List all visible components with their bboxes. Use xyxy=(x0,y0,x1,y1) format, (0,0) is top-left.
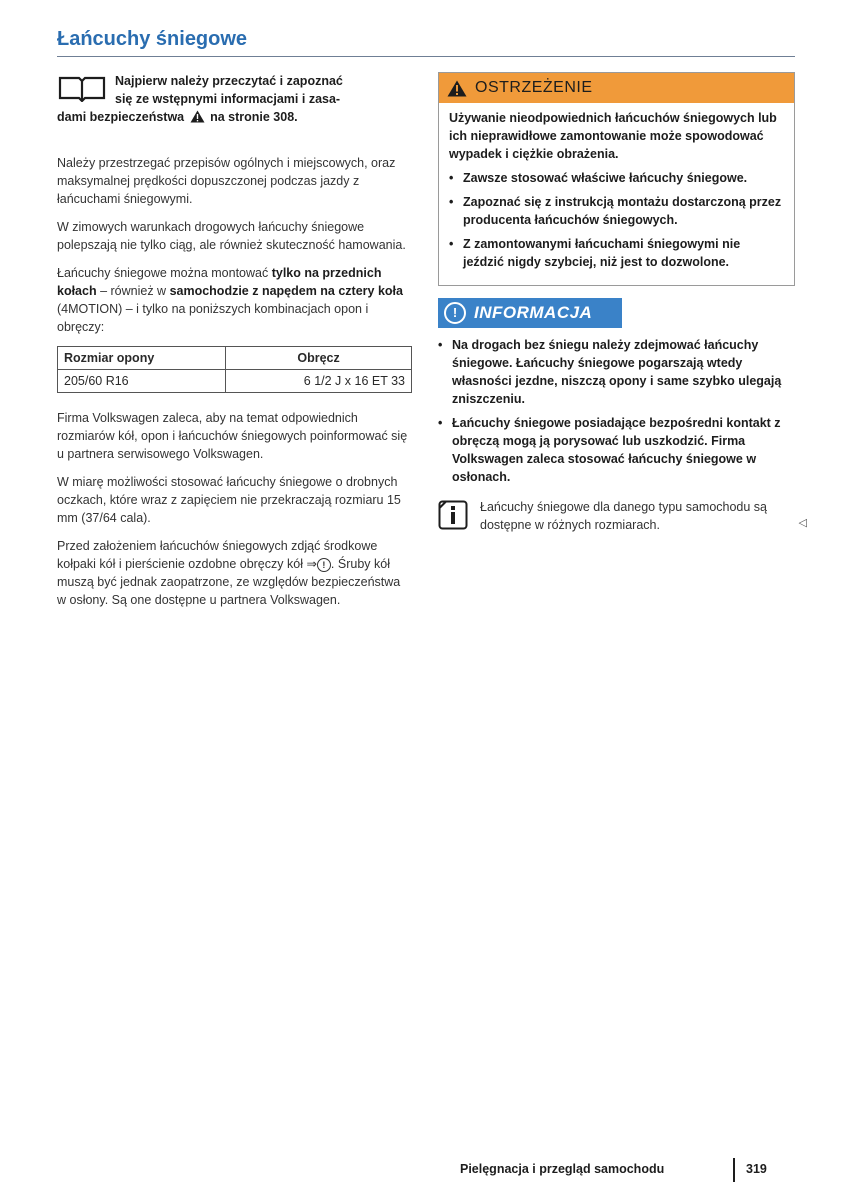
mounting-text-c: – również w xyxy=(96,284,170,298)
warning-body xyxy=(439,103,794,285)
paragraph-fine-links: W miarę możliwości stosować łańcuchy śniegowe o drobnych oczkach, które wraz z zapięciem nie przekraczają rozmiaru 15 mm (37/64 cala). xyxy=(57,475,401,525)
intro-line-1: Najpierw należy przeczytać i zapoznać xyxy=(115,74,343,88)
hubcaps-text-b: . Śruby kół muszą być jednak zaopatrzone, ze względów bezpieczeństwa w osłony. Są one dostępne u partnera Volkswagen. xyxy=(57,557,401,607)
warning-bullet: • Z zamontowanymi łańcuchami śniegowymi nie jeździć nigdy szybciej, niż jest to dozwolone. xyxy=(449,235,784,271)
warning-box xyxy=(438,72,795,286)
intro-line-2: się ze wstępnymi informacjami i zasa- xyxy=(115,92,341,106)
table-row xyxy=(58,370,412,393)
paragraph-winter-conditions: W zimowych warunkach drogowych łańcuchy śniegowe polepszają nie tylko ciąg, ale również skuteczność hamowania. xyxy=(57,220,406,252)
page-number: 319 xyxy=(746,1162,767,1176)
title-divider xyxy=(57,56,795,57)
mounting-4wd: samochodzie z napędem na cztery koła xyxy=(169,284,403,298)
hubcaps-text-a: Przed założeniem łańcuchów śniegowych zdjąć środkowe kołpaki kół i pierścienie ozdobne obręczy kół ⇒ xyxy=(57,539,378,571)
table-cell-rim: 6 1/2 J x 16 ET 33 xyxy=(226,370,412,393)
left-column xyxy=(57,72,412,619)
footer-section-title: Pielęgnacja i przegląd samochodu xyxy=(460,1162,665,1176)
info-label: INFORMACJA xyxy=(474,303,593,322)
open-book-icon xyxy=(57,74,107,102)
info-header xyxy=(438,298,622,328)
warning-bullet: • Zapoznać się z instrukcją montażu dostarczoną przez producenta łańcuchów śniegowych. xyxy=(449,193,784,229)
paragraph-hubcaps xyxy=(57,537,412,609)
paragraph-sizes-advice: Firma Volkswagen zaleca, aby na temat odpowiednich rozmiarów kół, opon i łańcuchów śniegowych poinformować się u partnera serwisowego Volkswagen. xyxy=(57,411,408,461)
warning-triangle-icon xyxy=(190,110,205,123)
mounting-front-wheels: tylko na przednich kołach xyxy=(57,266,382,298)
intro-page-ref: na stronie 308. xyxy=(210,110,298,124)
info-note-text: Łańcuchy śniegowe dla danego typu samochodu są dostępne w różnych rozmiarach. xyxy=(480,500,768,532)
section-end-icon: ◁ xyxy=(798,517,807,529)
footer-divider xyxy=(733,1158,735,1182)
right-column xyxy=(438,72,807,534)
mounting-text-e: (4MOTION) – i tylko na poniższych kombinacjach opon i obręczy: xyxy=(57,302,369,334)
table-cell-tyre-size: 205/60 R16 xyxy=(58,370,226,393)
table-header-rim: Obręcz xyxy=(226,347,412,370)
warning-header xyxy=(439,73,794,103)
info-bullet: • Na drogach bez śniegu należy zdejmować łańcuchy śniegowe. Łańcuchy śniegowe pogarszają wtedy własności jezdne, niszczą opony i same szybko ulegają zniszczeniu. xyxy=(438,336,795,408)
warning-label: OSTRZEŻENIE xyxy=(475,79,593,96)
table-header-row xyxy=(58,347,412,370)
warning-intro: Używanie nieodpowiednich łańcuchów śniegowych lub ich nieprawidłowe zamontowanie może spowodować wypadek i ciężkie obrażenia. xyxy=(449,111,777,161)
info-i-icon xyxy=(438,500,468,530)
mounting-text-a: Łańcuchy śniegowe można montować xyxy=(57,266,272,280)
info-note xyxy=(438,498,807,534)
tyre-rim-table xyxy=(57,346,412,393)
page-title: Łańcuchy śniegowe xyxy=(57,28,248,50)
intro-line-3 xyxy=(57,108,412,126)
intro-safety-text: dami bezpieczeństwa xyxy=(57,110,185,124)
table-header-tyre-size: Rozmiar opony xyxy=(58,347,226,370)
paragraph-mounting xyxy=(57,264,412,336)
paragraph-regulations: Należy przestrzegać przepisów ogólnych i miejscowych, oraz maksymalnej prędkości dopuszczonej podczas jazdy z łańcuchami śniegowymi. xyxy=(57,156,396,206)
warning-triangle-icon xyxy=(447,80,467,97)
info-body xyxy=(438,328,795,486)
info-bullet: • Łańcuchy śniegowe posiadające bezpośredni kontakt z obręczą mogą ją porysować lub uszkodzić. Firma Volkswagen zaleca stosować łańcuchy śniegowe w osłonach. xyxy=(438,414,795,486)
intro-notice xyxy=(57,72,412,126)
warning-bullet: • Zawsze stosować właściwe łańcuchy śniegowe. xyxy=(449,169,784,187)
note-circle-icon: ! xyxy=(317,558,331,572)
exclamation-circle-icon: ! xyxy=(444,302,466,324)
